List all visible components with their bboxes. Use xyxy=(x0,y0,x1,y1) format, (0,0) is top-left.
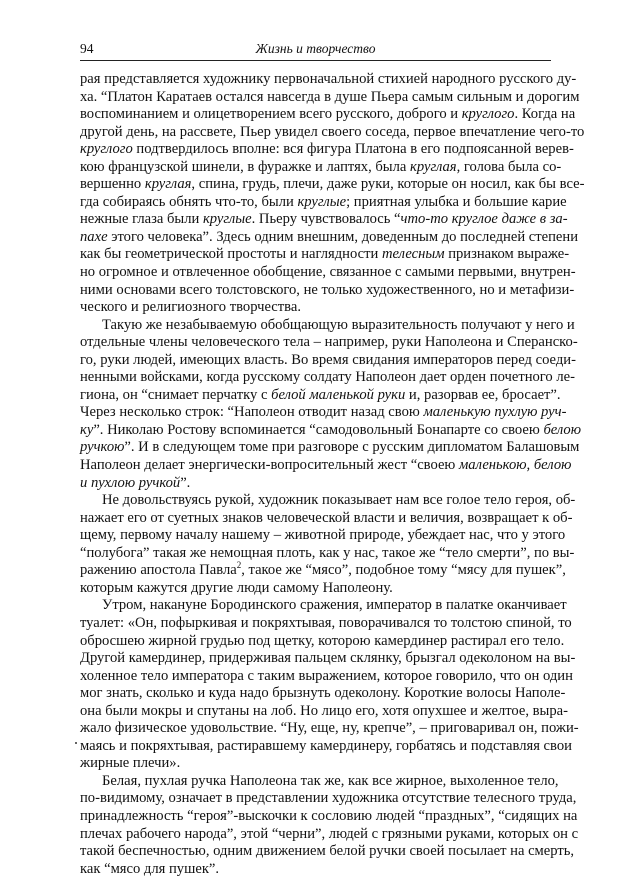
emphasis: телесным xyxy=(381,246,445,263)
footnote-ref: 2 xyxy=(236,560,242,571)
scan-artifact-dot xyxy=(75,742,77,744)
text-run: Утром, накануне Бородинского сражения, император в палатке оканчивает xyxy=(102,597,567,614)
text-line xyxy=(80,807,578,826)
text-line xyxy=(80,106,576,124)
text-line xyxy=(80,334,578,352)
text-run: Другой камердинер, придерживая пальцем склянку, брызгал одеколоном на вы- xyxy=(80,650,576,667)
text-line xyxy=(80,439,580,457)
page-number: 94 xyxy=(80,41,94,56)
text-line xyxy=(80,650,576,668)
text-line xyxy=(80,755,551,773)
text-line xyxy=(80,509,573,528)
emphasis: маленькою, белою xyxy=(458,457,572,474)
text-run: обросшею жирной грудью под щетку, которою камердинер растирал его тело. xyxy=(80,632,565,649)
text-line xyxy=(80,632,565,651)
paragraph xyxy=(80,316,582,492)
text-run: ними основами всего толстовского, не только художественного, но и метафизи- xyxy=(80,281,575,298)
emphasis: круглая xyxy=(144,176,192,193)
text-run: нажает его от суетных знаков человеческой власти и величия, возвращает к об- xyxy=(80,509,573,526)
emphasis: ку xyxy=(80,421,94,438)
text-run: которым кажутся другие люди самому Наполеону. xyxy=(80,579,393,596)
text-line xyxy=(80,544,575,563)
emphasis: круглые xyxy=(297,193,347,210)
text-run: кою французской шинели, в фуражке и лаптях, была xyxy=(80,158,411,175)
text-line xyxy=(80,843,575,861)
text-run: , такое же “мясо”, подобное тому “мясу для пушек”, xyxy=(241,562,566,579)
text-run: холенное тело императора с таким выражением, которое говорило, что он один xyxy=(80,667,573,684)
emphasis: круглая xyxy=(410,158,457,175)
text-line xyxy=(80,597,567,615)
text-line xyxy=(80,88,580,107)
text-line xyxy=(80,737,572,756)
header-rule xyxy=(80,60,551,61)
text-line xyxy=(80,560,566,580)
text-run: вершенно xyxy=(80,176,145,193)
text-run: , голова была со- xyxy=(456,158,562,175)
text-run: такой беспечностью, одним движением белой ручки своей посылает на смерть, xyxy=(80,843,575,860)
text-run: жало физическое удовольствие. “Ну, еще, ну, крепче”, – приговаривал он, пожи- xyxy=(80,720,579,737)
text-run: ха. “Платон Каратаев остался навсегда в душе Пьера самым сильным и дорогим xyxy=(80,88,580,105)
text-line xyxy=(80,246,570,264)
emphasis: круглого xyxy=(80,141,133,158)
paragraph xyxy=(80,597,579,772)
text-line xyxy=(80,527,566,545)
text-run: ”. Николаю Ростову вспоминается “самодовольный Бонапарте со своею xyxy=(93,421,544,438)
text-line xyxy=(80,404,567,422)
paragraph xyxy=(80,71,585,317)
text-line xyxy=(80,667,573,686)
text-line xyxy=(80,720,579,738)
text-line xyxy=(80,316,575,335)
text-run: гиона, он “снимает перчатку с xyxy=(80,386,272,403)
text-run: гда собираясь обнять что-то, были xyxy=(80,193,298,210)
emphasis: и пухлою ручкой xyxy=(80,474,181,491)
book-page xyxy=(80,38,585,877)
text-run: . Когда на xyxy=(514,106,576,123)
text-line xyxy=(80,281,575,300)
text-run: но огромное и отвлеченное обобщение, связанное с самыми первыми, внутрен- xyxy=(80,264,576,281)
text-line xyxy=(80,193,567,212)
text-run: она были мокры и спутаны на лоб. Но лицо его, хотя опухшее и желтое, выра- xyxy=(80,702,568,719)
text-line xyxy=(80,123,585,142)
text-run: маясь и покряхтывая, растиравшему камердинеру, горбатясь и подставляя свои xyxy=(80,737,572,754)
text-run: Через несколько строк: “Наполеон отводит назад свою xyxy=(80,404,424,421)
text-line xyxy=(80,141,574,159)
text-run: мог знать, сколько и куда надо брызнуть одеколону. Короткие волосы Наполе- xyxy=(80,685,566,702)
emphasis: что-то круглое даже в за- xyxy=(400,211,568,228)
text-run: ; приятная улыбка и большие карие xyxy=(346,193,567,210)
text-run: Белая, пухлая ручка Наполеона так же, как все жирное, выхоленное тело, xyxy=(102,772,559,789)
body-text xyxy=(80,71,585,878)
text-line xyxy=(80,369,575,387)
emphasis: белой маленькой руки xyxy=(271,386,406,403)
text-run: как “мясо для пушек”. xyxy=(80,860,220,877)
text-run: ненными войсками, когда русскому солдату Наполеон дает орден почетного ле- xyxy=(80,369,575,386)
text-run: го, руки людей, имеющих власть. Во время свидания императоров перед соеди- xyxy=(80,351,576,368)
text-run: плечах рабочего народа”, этой “черни”, людей с грязными руками, которых он с xyxy=(80,825,579,842)
text-line xyxy=(80,580,551,598)
emphasis: ручкою xyxy=(80,439,125,456)
text-line xyxy=(80,264,576,282)
text-line xyxy=(80,772,559,791)
text-run: этого человека”. Здесь одним внешним, доведенным до последней степени xyxy=(107,228,579,245)
text-run: отдельные члены человеческого тела – например, руки Наполеона и Сперанско- xyxy=(80,334,578,351)
text-run: ражению апостола Павла xyxy=(80,562,237,579)
text-line xyxy=(80,351,576,370)
text-run: нежные глаза были xyxy=(80,211,203,228)
text-run: туалет: «Он, пофыркивая и покряхтывая, поворачивался то толстою спиной, то xyxy=(80,614,572,631)
text-line xyxy=(80,492,576,510)
text-line xyxy=(80,790,577,808)
text-line xyxy=(80,158,562,177)
text-line xyxy=(80,211,568,229)
text-run: по-видимому, означает в представлении художника отсутствие телесного труда, xyxy=(80,790,577,807)
text-run: Наполеон делает энергически-вопросительный жест “своею xyxy=(80,457,459,474)
text-run: принадлежность “героя”-выскочки к сословию людей “праздных”, “сидящих на xyxy=(80,807,578,824)
text-run: воспоминанием и олицетворением всего русского, доброго и xyxy=(80,106,462,123)
text-run: другой день, на рассвете, Пьер увидел своего соседа, первое впечатление чего-то xyxy=(80,123,585,140)
text-line xyxy=(80,685,566,703)
paragraph xyxy=(80,492,576,597)
text-line xyxy=(80,176,585,194)
text-run: и, разорвав ее, бросает”. xyxy=(405,386,561,403)
text-run: подтвердилось вполне: вся фигура Платона в его подпоясанной верев- xyxy=(132,141,574,158)
emphasis: белою xyxy=(543,421,582,438)
text-run: как бы геометрической простоты и наглядности xyxy=(80,246,382,263)
emphasis: круглые xyxy=(202,211,252,228)
text-run: щему, первому началу нашему – животной природе, убеждает нас, что у этого xyxy=(80,527,566,544)
text-line xyxy=(80,457,572,475)
running-header xyxy=(80,38,551,58)
running-title: Жизнь и творчество xyxy=(255,41,376,56)
text-run: Такую же незабываемую обобщающую выразительность получают у него и xyxy=(102,316,575,333)
emphasis: пахе xyxy=(80,228,108,245)
emphasis: круглого xyxy=(461,106,515,123)
text-line xyxy=(80,386,561,405)
text-run: , спина, грудь, плечи, даже руки, которые он носил, как бы все- xyxy=(191,176,585,193)
text-line xyxy=(80,299,551,317)
text-run: ческого и религиозного творчества. xyxy=(80,299,301,316)
text-line xyxy=(80,825,579,844)
text-run: жирные плечи». xyxy=(80,755,181,772)
text-run: . Пьеру чувствовалось “ xyxy=(251,211,401,228)
text-run: признаком выраже- xyxy=(444,246,570,263)
text-run: ”. И в следующем томе при разговоре с русским дипломатом Балашовым xyxy=(124,439,580,456)
text-line xyxy=(80,702,568,721)
text-run: рая представляется художнику первоначальной стихией народного русского ду- xyxy=(80,71,577,87)
text-line xyxy=(80,614,572,633)
emphasis: маленькую пухлую руч- xyxy=(423,404,567,421)
text-line xyxy=(80,861,551,878)
text-run: “полубога” такая же немощная плоть, как у нас, такое же “тело смерти”, по вы- xyxy=(80,544,575,561)
text-line xyxy=(80,71,577,89)
text-run: ”. xyxy=(180,474,191,491)
text-run: Не довольствуясь рукой, художник показывает нам все голое тело героя, об- xyxy=(102,492,576,509)
text-line xyxy=(80,475,551,493)
paragraph xyxy=(80,772,579,878)
text-line xyxy=(80,228,579,247)
text-line xyxy=(80,421,582,440)
